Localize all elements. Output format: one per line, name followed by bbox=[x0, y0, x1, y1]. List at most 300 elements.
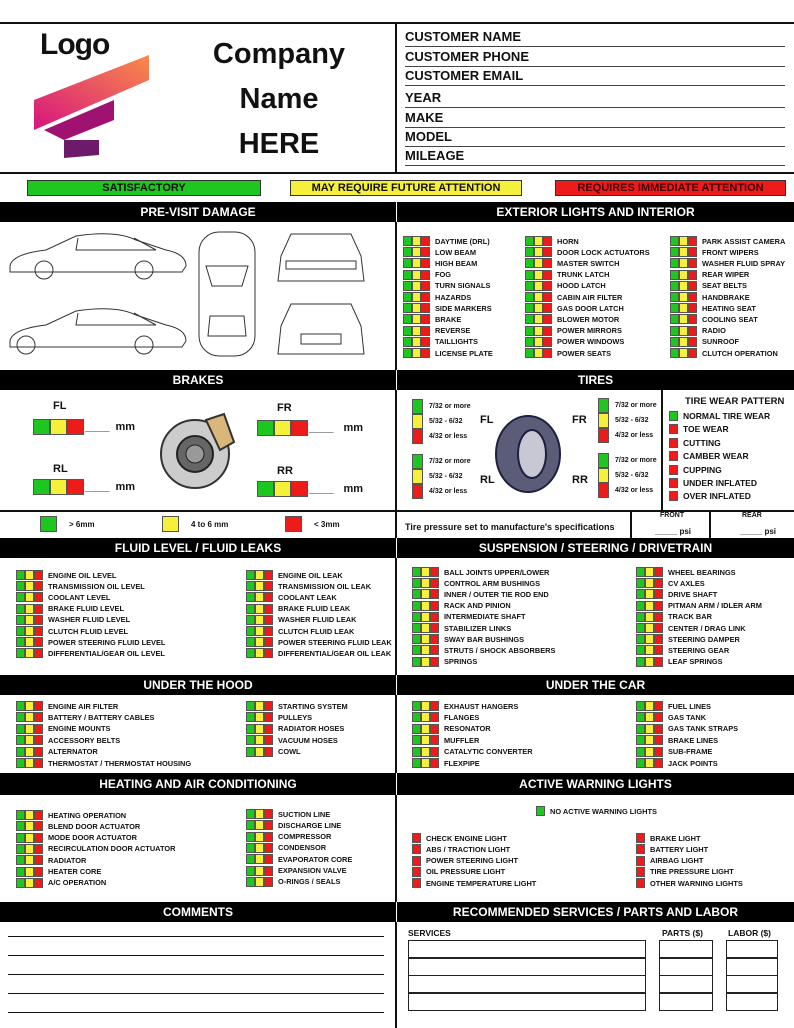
status-swatch[interactable] bbox=[412, 414, 423, 429]
checkbox-yellow[interactable] bbox=[412, 247, 421, 257]
status-swatch[interactable] bbox=[636, 578, 663, 588]
status-swatch[interactable] bbox=[412, 878, 421, 888]
status-swatch[interactable] bbox=[403, 281, 430, 291]
checkbox-green[interactable] bbox=[16, 592, 25, 602]
checkbox-green[interactable] bbox=[670, 258, 679, 268]
checklist-row[interactable] bbox=[246, 604, 350, 614]
status-swatch[interactable] bbox=[412, 567, 439, 577]
status-swatch[interactable] bbox=[246, 570, 273, 580]
checkbox-green[interactable] bbox=[412, 747, 421, 757]
status-swatch[interactable] bbox=[670, 337, 697, 347]
tire-depth-option[interactable] bbox=[598, 413, 648, 428]
status-swatch[interactable] bbox=[246, 843, 273, 853]
checkbox-green[interactable] bbox=[246, 832, 255, 842]
status-swatch[interactable] bbox=[412, 484, 423, 499]
checklist-row[interactable] bbox=[525, 281, 606, 291]
checkbox-red[interactable] bbox=[430, 634, 439, 644]
checkbox-green[interactable] bbox=[16, 855, 25, 865]
checkbox[interactable] bbox=[598, 468, 609, 483]
status-swatch[interactable] bbox=[16, 758, 43, 768]
checkbox-yellow[interactable] bbox=[412, 314, 421, 324]
checkbox-green[interactable] bbox=[246, 626, 255, 636]
checkbox-yellow[interactable] bbox=[421, 747, 430, 757]
checkbox-red[interactable] bbox=[34, 581, 43, 591]
checklist-row[interactable] bbox=[636, 758, 718, 768]
checklist-row[interactable] bbox=[636, 701, 711, 711]
checkbox-red[interactable] bbox=[654, 657, 663, 667]
checkbox-red[interactable] bbox=[421, 337, 430, 347]
status-swatch[interactable] bbox=[412, 634, 439, 644]
status-swatch[interactable] bbox=[412, 701, 439, 711]
labor-field[interactable] bbox=[726, 975, 778, 993]
checklist-row[interactable] bbox=[403, 314, 461, 324]
checkbox-yellow[interactable] bbox=[412, 303, 421, 313]
status-swatch[interactable] bbox=[412, 399, 423, 414]
checkbox-red[interactable] bbox=[669, 478, 678, 488]
checkbox-green[interactable] bbox=[525, 258, 534, 268]
checkbox-red[interactable] bbox=[264, 592, 273, 602]
checkbox-red[interactable] bbox=[430, 589, 439, 599]
status-swatch[interactable] bbox=[636, 747, 663, 757]
checkbox-red[interactable] bbox=[654, 758, 663, 768]
checklist-row[interactable] bbox=[246, 820, 341, 830]
comment-line[interactable] bbox=[8, 974, 384, 975]
checkbox-red[interactable] bbox=[264, 735, 273, 745]
status-swatch[interactable] bbox=[246, 701, 273, 711]
comment-line[interactable] bbox=[8, 955, 384, 956]
checkbox-red[interactable] bbox=[669, 465, 678, 475]
checklist-row[interactable] bbox=[16, 878, 106, 888]
checkbox-red[interactable] bbox=[264, 747, 273, 757]
mm-field[interactable]: ____ bbox=[309, 422, 334, 434]
checkbox-yellow[interactable] bbox=[25, 821, 34, 831]
status-swatch[interactable] bbox=[412, 712, 439, 722]
checklist-row[interactable] bbox=[403, 281, 490, 291]
checklist-row[interactable] bbox=[16, 735, 120, 745]
checkbox-red[interactable] bbox=[264, 832, 273, 842]
checkbox-red[interactable] bbox=[34, 844, 43, 854]
status-swatch[interactable] bbox=[403, 236, 430, 246]
status-swatch[interactable] bbox=[525, 314, 552, 324]
checkbox-red[interactable] bbox=[264, 854, 273, 864]
status-swatch[interactable] bbox=[636, 589, 663, 599]
checkbox-yellow[interactable] bbox=[25, 701, 34, 711]
checklist-row[interactable] bbox=[16, 867, 101, 877]
status-swatch[interactable] bbox=[412, 844, 421, 854]
checklist-row[interactable] bbox=[669, 451, 749, 461]
checkbox-red[interactable] bbox=[264, 570, 273, 580]
checklist-row[interactable] bbox=[669, 411, 770, 421]
checkbox-green[interactable] bbox=[16, 701, 25, 711]
checklist-row[interactable] bbox=[669, 491, 751, 501]
checkbox-red[interactable] bbox=[543, 337, 552, 347]
checkbox-yellow[interactable] bbox=[421, 567, 430, 577]
checkbox-red[interactable] bbox=[430, 567, 439, 577]
checkbox-green[interactable] bbox=[525, 247, 534, 257]
checkbox-red[interactable] bbox=[430, 747, 439, 757]
status-swatch[interactable] bbox=[636, 856, 645, 866]
checkbox-green[interactable] bbox=[246, 701, 255, 711]
status-swatch[interactable] bbox=[669, 491, 678, 501]
status-swatch[interactable] bbox=[403, 348, 430, 358]
status-swatch[interactable] bbox=[246, 820, 273, 830]
labor-field[interactable] bbox=[726, 993, 778, 1011]
checkbox-yellow[interactable] bbox=[50, 479, 67, 495]
status-swatch[interactable] bbox=[246, 581, 273, 591]
checklist-row[interactable] bbox=[636, 878, 743, 888]
checklist-row[interactable] bbox=[670, 292, 750, 302]
checkbox-red[interactable] bbox=[34, 747, 43, 757]
comment-line[interactable] bbox=[8, 936, 384, 937]
status-swatch[interactable] bbox=[412, 623, 439, 633]
checklist-row[interactable] bbox=[16, 581, 145, 591]
status-swatch[interactable] bbox=[16, 833, 43, 843]
tire-depth-option[interactable] bbox=[598, 398, 657, 413]
checklist-row[interactable] bbox=[246, 701, 348, 711]
checkbox-green[interactable] bbox=[412, 645, 421, 655]
checkbox-red[interactable] bbox=[264, 843, 273, 853]
checklist-row[interactable] bbox=[636, 634, 740, 644]
checkbox-green[interactable] bbox=[525, 348, 534, 358]
status-swatch[interactable] bbox=[16, 648, 43, 658]
checkbox-red[interactable] bbox=[636, 844, 645, 854]
mm-field[interactable]: ____ bbox=[85, 421, 110, 433]
checkbox-yellow[interactable] bbox=[679, 270, 688, 280]
checkbox-green[interactable] bbox=[16, 821, 25, 831]
checklist-row[interactable] bbox=[412, 712, 479, 722]
checkbox-green[interactable] bbox=[412, 578, 421, 588]
checkbox-green[interactable] bbox=[636, 578, 645, 588]
checkbox-green[interactable] bbox=[33, 419, 50, 435]
service-field[interactable] bbox=[408, 975, 646, 993]
checkbox-green[interactable] bbox=[246, 866, 255, 876]
checkbox-red[interactable] bbox=[654, 724, 663, 734]
checkbox-green[interactable] bbox=[636, 589, 645, 599]
checkbox-yellow[interactable] bbox=[255, 820, 264, 830]
status-swatch[interactable] bbox=[636, 878, 645, 888]
checkbox-red[interactable] bbox=[34, 867, 43, 877]
checkbox-green[interactable] bbox=[16, 570, 25, 580]
checkbox-yellow[interactable] bbox=[25, 592, 34, 602]
checklist-row[interactable] bbox=[669, 478, 757, 488]
checkbox-yellow[interactable] bbox=[255, 832, 264, 842]
checkbox-yellow[interactable] bbox=[25, 855, 34, 865]
checklist-row[interactable] bbox=[403, 292, 471, 302]
checkbox-red[interactable] bbox=[654, 578, 663, 588]
checkbox-yellow[interactable] bbox=[25, 844, 34, 854]
checkbox-red[interactable] bbox=[669, 438, 678, 448]
checkbox-red[interactable] bbox=[688, 258, 697, 268]
customer-field[interactable]: MAKE bbox=[405, 109, 785, 128]
checkbox-red[interactable] bbox=[654, 735, 663, 745]
checkbox-green[interactable] bbox=[636, 623, 645, 633]
checklist-row[interactable] bbox=[16, 747, 98, 757]
checkbox-yellow[interactable] bbox=[645, 724, 654, 734]
checklist-row[interactable] bbox=[412, 634, 524, 644]
checkbox-red[interactable] bbox=[636, 878, 645, 888]
checkbox-yellow[interactable] bbox=[25, 615, 34, 625]
checkbox-green[interactable] bbox=[246, 604, 255, 614]
checkbox-red[interactable] bbox=[654, 589, 663, 599]
status-swatch[interactable] bbox=[669, 438, 678, 448]
status-swatch[interactable] bbox=[636, 634, 663, 644]
status-swatch[interactable] bbox=[598, 483, 609, 498]
tire-depth-option[interactable] bbox=[598, 428, 653, 443]
checkbox-yellow[interactable] bbox=[25, 735, 34, 745]
rear-psi-field[interactable]: _____ psi bbox=[740, 527, 777, 536]
checkbox-red[interactable] bbox=[543, 326, 552, 336]
checklist-row[interactable] bbox=[525, 337, 624, 347]
brake-measure-row[interactable] bbox=[33, 479, 135, 495]
checklist-row[interactable] bbox=[16, 810, 126, 820]
checklist-row[interactable] bbox=[412, 589, 549, 599]
checkbox-green[interactable] bbox=[412, 634, 421, 644]
checklist-row[interactable] bbox=[246, 615, 356, 625]
checkbox-green[interactable] bbox=[636, 645, 645, 655]
checkbox-green[interactable] bbox=[525, 236, 534, 246]
checklist-row[interactable] bbox=[403, 303, 492, 313]
checkbox-red[interactable] bbox=[688, 292, 697, 302]
checklist-row[interactable] bbox=[16, 626, 128, 636]
checklist-row[interactable] bbox=[412, 601, 511, 611]
checkbox-red[interactable] bbox=[430, 712, 439, 722]
checkbox-yellow[interactable] bbox=[255, 570, 264, 580]
checkbox-red[interactable] bbox=[543, 303, 552, 313]
checkbox-yellow[interactable] bbox=[421, 735, 430, 745]
checklist-row[interactable] bbox=[16, 570, 116, 580]
status-swatch[interactable] bbox=[403, 314, 430, 324]
status-swatch[interactable] bbox=[598, 413, 609, 428]
checkbox-yellow[interactable] bbox=[534, 303, 543, 313]
status-swatch[interactable] bbox=[636, 844, 645, 854]
checklist-row[interactable] bbox=[412, 878, 536, 888]
status-swatch[interactable] bbox=[16, 724, 43, 734]
status-swatch[interactable] bbox=[525, 236, 552, 246]
checklist-row[interactable] bbox=[412, 747, 533, 757]
status-swatch[interactable] bbox=[412, 429, 423, 444]
checkbox-yellow[interactable] bbox=[421, 701, 430, 711]
checkbox[interactable] bbox=[412, 399, 423, 414]
checkbox-red[interactable] bbox=[543, 348, 552, 358]
checkbox-red[interactable] bbox=[430, 601, 439, 611]
checklist-row[interactable] bbox=[636, 747, 712, 757]
checkbox-green[interactable] bbox=[525, 281, 534, 291]
status-swatch[interactable] bbox=[403, 270, 430, 280]
checkbox-red[interactable] bbox=[430, 578, 439, 588]
checkbox-yellow[interactable] bbox=[25, 747, 34, 757]
car-damage-diagram[interactable] bbox=[6, 226, 391, 364]
checkbox-yellow[interactable] bbox=[50, 419, 67, 435]
checkbox-yellow[interactable] bbox=[255, 592, 264, 602]
comment-line[interactable] bbox=[8, 993, 384, 994]
checklist-row[interactable] bbox=[16, 701, 118, 711]
checkbox-yellow[interactable] bbox=[412, 348, 421, 358]
checkbox-green[interactable] bbox=[246, 747, 255, 757]
status-swatch[interactable] bbox=[670, 270, 697, 280]
checkbox-green[interactable] bbox=[636, 758, 645, 768]
checklist-row[interactable] bbox=[525, 258, 619, 268]
checkbox-yellow[interactable] bbox=[679, 337, 688, 347]
checklist-row[interactable] bbox=[403, 236, 490, 246]
checkbox-green[interactable] bbox=[636, 747, 645, 757]
checkbox-yellow[interactable] bbox=[421, 578, 430, 588]
status-swatch[interactable] bbox=[670, 258, 697, 268]
checkbox-red[interactable] bbox=[688, 270, 697, 280]
checkbox[interactable] bbox=[412, 484, 423, 499]
checklist-row[interactable] bbox=[246, 735, 338, 745]
parts-field[interactable] bbox=[659, 975, 713, 993]
checkbox-yellow[interactable] bbox=[534, 281, 543, 291]
status-swatch[interactable] bbox=[246, 809, 273, 819]
checkbox-yellow[interactable] bbox=[421, 657, 430, 667]
checklist-row[interactable] bbox=[525, 303, 624, 313]
checkbox-green[interactable] bbox=[412, 735, 421, 745]
checkbox-green[interactable] bbox=[536, 806, 545, 816]
status-swatch[interactable] bbox=[636, 867, 645, 877]
status-swatch[interactable] bbox=[412, 758, 439, 768]
status-swatch[interactable] bbox=[636, 758, 663, 768]
checklist-row[interactable] bbox=[412, 844, 510, 854]
checkbox-red[interactable] bbox=[688, 303, 697, 313]
labor-field[interactable] bbox=[726, 940, 778, 958]
checkbox-red[interactable] bbox=[34, 855, 43, 865]
parts-field[interactable] bbox=[659, 940, 713, 958]
checkbox-yellow[interactable] bbox=[679, 236, 688, 246]
checklist-row[interactable] bbox=[16, 615, 130, 625]
service-field[interactable] bbox=[408, 940, 646, 958]
checkbox-yellow[interactable] bbox=[421, 601, 430, 611]
status-swatch[interactable] bbox=[669, 411, 678, 421]
status-swatch[interactable] bbox=[525, 337, 552, 347]
checkbox-yellow[interactable] bbox=[255, 637, 264, 647]
status-swatch[interactable] bbox=[16, 855, 43, 865]
brake-measure-row[interactable] bbox=[257, 420, 363, 436]
checkbox-yellow[interactable] bbox=[679, 281, 688, 291]
checkbox-yellow[interactable] bbox=[255, 843, 264, 853]
checkbox-green[interactable] bbox=[246, 615, 255, 625]
status-swatch[interactable] bbox=[412, 601, 439, 611]
checkbox-green[interactable] bbox=[16, 735, 25, 745]
checkbox-yellow[interactable] bbox=[645, 657, 654, 667]
checklist-row[interactable] bbox=[636, 856, 703, 866]
checkbox-green[interactable] bbox=[636, 657, 645, 667]
status-swatch[interactable] bbox=[16, 581, 43, 591]
checkbox-green[interactable] bbox=[670, 348, 679, 358]
checkbox-yellow[interactable] bbox=[412, 292, 421, 302]
checkbox-red[interactable] bbox=[67, 479, 84, 495]
status-swatch[interactable] bbox=[412, 657, 439, 667]
checkbox[interactable] bbox=[412, 454, 423, 469]
checkbox-green[interactable] bbox=[257, 420, 274, 436]
service-field[interactable] bbox=[408, 993, 646, 1011]
checkbox-green[interactable] bbox=[636, 601, 645, 611]
status-swatch[interactable] bbox=[670, 348, 697, 358]
status-swatch[interactable] bbox=[16, 878, 43, 888]
checkbox-green[interactable] bbox=[16, 615, 25, 625]
checkbox-yellow[interactable] bbox=[421, 724, 430, 734]
checklist-row[interactable] bbox=[403, 326, 470, 336]
checkbox-red[interactable] bbox=[34, 626, 43, 636]
checkbox-yellow[interactable] bbox=[421, 623, 430, 633]
checkbox-red[interactable] bbox=[34, 637, 43, 647]
checkbox-yellow[interactable] bbox=[412, 337, 421, 347]
checkbox-red[interactable] bbox=[264, 820, 273, 830]
status-swatch[interactable] bbox=[246, 648, 273, 658]
checkbox-red[interactable] bbox=[654, 645, 663, 655]
checkbox-yellow[interactable] bbox=[421, 634, 430, 644]
checkbox-green[interactable] bbox=[525, 314, 534, 324]
status-swatch[interactable] bbox=[598, 398, 609, 413]
checkbox-red[interactable] bbox=[654, 634, 663, 644]
status-swatch[interactable] bbox=[636, 657, 663, 667]
checkbox-red[interactable] bbox=[412, 878, 421, 888]
checkbox-red[interactable] bbox=[430, 735, 439, 745]
parts-field[interactable] bbox=[659, 958, 713, 976]
checklist-row[interactable] bbox=[403, 337, 478, 347]
checklist-row[interactable] bbox=[412, 578, 540, 588]
checklist-row[interactable] bbox=[636, 612, 712, 622]
status-swatch[interactable] bbox=[246, 592, 273, 602]
checkbox[interactable] bbox=[598, 428, 609, 443]
checkbox-yellow[interactable] bbox=[25, 878, 34, 888]
checklist-row[interactable] bbox=[636, 601, 762, 611]
checkbox-green[interactable] bbox=[16, 758, 25, 768]
checklist-row[interactable] bbox=[525, 348, 611, 358]
checkbox-red[interactable] bbox=[688, 348, 697, 358]
checkbox-red[interactable] bbox=[264, 866, 273, 876]
status-swatch[interactable] bbox=[412, 724, 439, 734]
no-active-warning-row[interactable] bbox=[536, 806, 657, 816]
checkbox-yellow[interactable] bbox=[255, 866, 264, 876]
checkbox-yellow[interactable] bbox=[255, 581, 264, 591]
checkbox-green[interactable] bbox=[16, 724, 25, 734]
status-swatch[interactable] bbox=[403, 258, 430, 268]
checkbox-red[interactable] bbox=[421, 314, 430, 324]
status-swatch[interactable] bbox=[403, 326, 430, 336]
checklist-row[interactable] bbox=[636, 712, 706, 722]
checkbox-red[interactable] bbox=[688, 247, 697, 257]
checkbox-red[interactable] bbox=[421, 247, 430, 257]
comment-line[interactable] bbox=[8, 1012, 384, 1013]
status-swatch[interactable] bbox=[246, 832, 273, 842]
checklist-row[interactable] bbox=[16, 844, 175, 854]
checkbox-green[interactable] bbox=[16, 747, 25, 757]
checkbox-green[interactable] bbox=[636, 634, 645, 644]
checkbox-green[interactable] bbox=[670, 236, 679, 246]
checkbox-green[interactable] bbox=[257, 481, 274, 497]
status-swatch[interactable] bbox=[16, 570, 43, 580]
checkbox-red[interactable] bbox=[669, 451, 678, 461]
status-swatch[interactable] bbox=[246, 712, 273, 722]
checkbox-yellow[interactable] bbox=[255, 877, 264, 887]
checklist-row[interactable] bbox=[412, 623, 511, 633]
checkbox-green[interactable] bbox=[670, 292, 679, 302]
checklist-row[interactable] bbox=[246, 626, 354, 636]
checkbox-red[interactable] bbox=[291, 481, 308, 497]
checkbox-red[interactable] bbox=[264, 877, 273, 887]
status-swatch[interactable] bbox=[403, 303, 430, 313]
checklist-row[interactable] bbox=[412, 867, 505, 877]
checklist-row[interactable] bbox=[670, 326, 726, 336]
checklist-row[interactable] bbox=[412, 645, 555, 655]
checkbox-red[interactable] bbox=[654, 701, 663, 711]
checkbox-green[interactable] bbox=[403, 258, 412, 268]
checklist-row[interactable] bbox=[246, 866, 347, 876]
checkbox-red[interactable] bbox=[430, 657, 439, 667]
checkbox-yellow[interactable] bbox=[421, 589, 430, 599]
checkbox-yellow[interactable] bbox=[412, 270, 421, 280]
checkbox-red[interactable] bbox=[430, 758, 439, 768]
